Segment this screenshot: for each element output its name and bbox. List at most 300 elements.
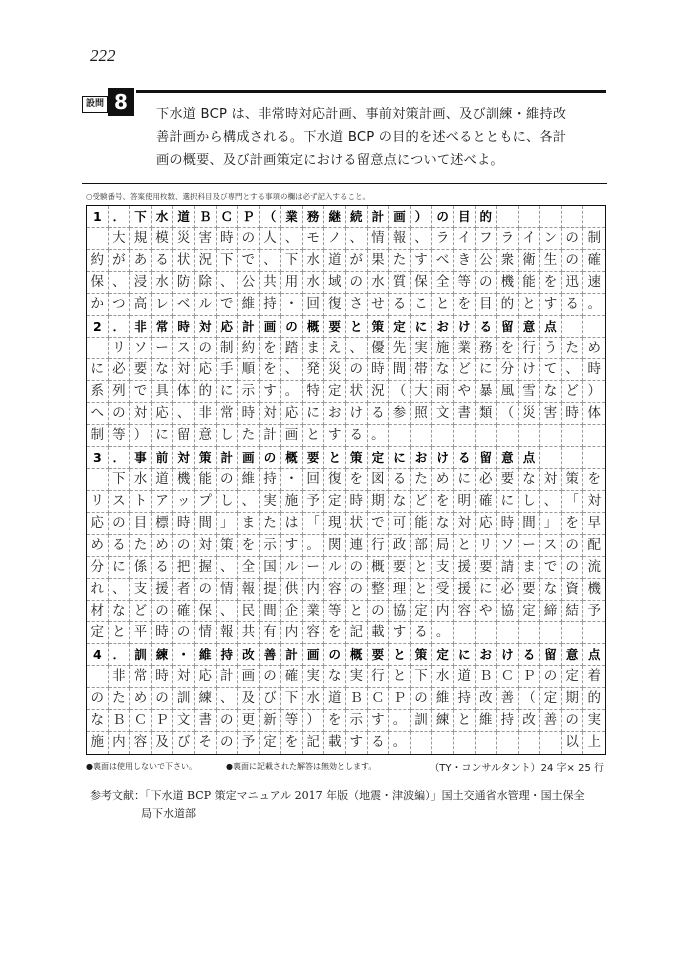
grid-cell: 約 (87, 250, 109, 272)
grid-cell: 、 (109, 272, 131, 294)
grid-cell (432, 732, 454, 754)
grid-cell: 報 (238, 579, 260, 601)
grid-cell: 要 (476, 557, 498, 579)
grid-cell: の (217, 469, 239, 491)
grid-cell: け (497, 644, 519, 666)
grid-cell: 保 (411, 272, 433, 294)
grid-cell: 時 (368, 359, 390, 381)
grid-cell: 訓 (411, 710, 433, 732)
grid-cell: の (562, 710, 584, 732)
grid-cell: 応 (152, 403, 174, 425)
grid-cell: 練 (432, 710, 454, 732)
grid-cell: 等 (454, 272, 476, 294)
grid-cell: 期 (562, 688, 584, 710)
grid-cell (454, 732, 476, 754)
grid-cell: 。 (368, 425, 390, 447)
grid-cell: 手 (217, 359, 239, 381)
grid-cell: 策 (411, 644, 433, 666)
grid-cell: 要 (497, 469, 519, 491)
grid-cell: 支 (432, 557, 454, 579)
grid-cell: を (260, 338, 282, 360)
grid-cell: す (281, 535, 303, 557)
grid-cell: 握 (195, 557, 217, 579)
grid-cell: の (238, 228, 260, 250)
grid-cell: 現 (324, 513, 346, 535)
grid-cell: 道 (152, 469, 174, 491)
grid-cell: と (454, 535, 476, 557)
grid-cell: Ｃ (130, 710, 152, 732)
grid-cell: 水 (303, 272, 325, 294)
grid-cell: 下 (281, 688, 303, 710)
grid-cell: 係 (130, 557, 152, 579)
grid-cell: 優 (368, 338, 390, 360)
grid-cell: 理 (389, 579, 411, 601)
grid-cell: 「 (562, 491, 584, 513)
grid-cell: 援 (152, 579, 174, 601)
grid-cell: 資 (562, 579, 584, 601)
grid-cell: 具 (152, 381, 174, 403)
grid-cell: 下 (217, 250, 239, 272)
grid-cell: 迅 (562, 272, 584, 294)
grid-cell: 非 (195, 403, 217, 425)
question-line: 画の概要、及び計画策定における留意点について述べよ。 (156, 153, 504, 168)
grid-cell: る (389, 469, 411, 491)
grid-cell: 対 (583, 491, 605, 513)
grid-cell: 計 (368, 206, 390, 228)
grid-cell: 大 (411, 381, 433, 403)
grid-cell: 局 (432, 535, 454, 557)
grid-cell: 」 (217, 513, 239, 535)
grid-cell: 全 (432, 272, 454, 294)
grid-cell: の (346, 359, 368, 381)
grid-cell: 対 (195, 316, 217, 338)
grid-cell: 援 (454, 579, 476, 601)
grid-cell: （ (519, 688, 541, 710)
grid-cell: 締 (540, 601, 562, 623)
grid-cell: 施 (281, 491, 303, 513)
grid-cell: な (432, 513, 454, 535)
grid-cell: な (519, 469, 541, 491)
grid-cell: び (260, 688, 282, 710)
grid-cell: 政 (389, 535, 411, 557)
grid-cell: る (454, 447, 476, 469)
grid-cell: す (389, 622, 411, 644)
grid-cell: 計 (238, 316, 260, 338)
grid-cell: Ｐ (152, 710, 174, 732)
grid-cell: ス (173, 338, 195, 360)
grid-cell: と (432, 294, 454, 316)
grid-cell: の (173, 622, 195, 644)
grid-cell: 概 (368, 557, 390, 579)
grid-cell: の (368, 601, 390, 623)
grid-cell: 明 (454, 491, 476, 513)
grid-cell: ベ (173, 294, 195, 316)
grid-cell: 示 (346, 710, 368, 732)
grid-cell: 請 (497, 557, 519, 579)
grid-cell: 施 (87, 732, 109, 754)
grid-cell (454, 622, 476, 644)
grid-cell: た (109, 688, 131, 710)
grid-cell: ま (238, 513, 260, 535)
grid-cell: 施 (432, 338, 454, 360)
grid-cell: 練 (152, 644, 174, 666)
grid-cell: 概 (303, 316, 325, 338)
grid-cell: 書 (454, 403, 476, 425)
grid-cell: 報 (389, 228, 411, 250)
grid-cell: 水 (303, 688, 325, 710)
grid-cell: 概 (346, 644, 368, 666)
grid-cell: に (87, 359, 109, 381)
grid-cell (454, 425, 476, 447)
grid-cell: な (540, 381, 562, 403)
grid-cell: 文 (173, 710, 195, 732)
grid-cell: ル (195, 294, 217, 316)
grid-cell: 生 (540, 250, 562, 272)
reference-line: 局下水道部 (141, 807, 196, 820)
grid-cell: 時 (173, 316, 195, 338)
grid-cell: 維 (238, 469, 260, 491)
grid-cell: 予 (583, 601, 605, 623)
grid-cell: 高 (130, 294, 152, 316)
grid-cell: た (130, 535, 152, 557)
grid-cell: 常 (130, 666, 152, 688)
grid-cell: 、 (217, 557, 239, 579)
footer-note-middle: ●裏面に記載された解答は無効とします。 (226, 762, 377, 771)
grid-cell: ソ (497, 535, 519, 557)
grid-cell: 機 (583, 579, 605, 601)
grid-cell: か (87, 294, 109, 316)
grid-cell (87, 228, 109, 250)
grid-cell: 3 (87, 447, 109, 469)
grid-cell: を (454, 294, 476, 316)
grid-cell: リ (476, 535, 498, 557)
grid-cell: 示 (238, 381, 260, 403)
grid-cell: Ｃ (368, 688, 390, 710)
grid-cell: 質 (389, 272, 411, 294)
grid-cell: が (346, 250, 368, 272)
grid-cell: ど (411, 491, 433, 513)
grid-cell: 記 (303, 732, 325, 754)
grid-cell: 務 (303, 206, 325, 228)
grid-cell: 実 (411, 338, 433, 360)
grid-cell: 人 (260, 228, 282, 250)
grid-cell: Ｃ (217, 206, 239, 228)
grid-cell: を (497, 338, 519, 360)
grid-cell: あ (130, 250, 152, 272)
grid-cell: ー (519, 535, 541, 557)
grid-cell: 時 (152, 666, 174, 688)
grid-cell: 常 (217, 403, 239, 425)
grid-cell: 等 (324, 601, 346, 623)
grid-cell: お (476, 644, 498, 666)
grid-cell: 対 (173, 666, 195, 688)
grid-cell: 時 (217, 228, 239, 250)
grid-cell: 続 (346, 206, 368, 228)
grid-cell: 間 (260, 601, 282, 623)
grid-cell: 的 (195, 381, 217, 403)
grid-cell: そ (195, 732, 217, 754)
grid-cell: 更 (238, 710, 260, 732)
grid-cell: ス (540, 535, 562, 557)
grid-cell (87, 338, 109, 360)
grid-cell: 概 (281, 447, 303, 469)
grid-cell: 務 (476, 338, 498, 360)
grid-cell: 能 (195, 469, 217, 491)
grid-cell: 留 (476, 447, 498, 469)
grid-cell: リ (87, 491, 109, 513)
grid-cell: 維 (238, 294, 260, 316)
grid-cell: と (346, 601, 368, 623)
grid-cell: 必 (476, 469, 498, 491)
grid-cell: （ (260, 206, 282, 228)
grid-cell: 容 (454, 601, 476, 623)
grid-cell: 定 (389, 316, 411, 338)
grid-cell: 時 (497, 513, 519, 535)
grid-cell: 暴 (476, 381, 498, 403)
grid-cell: ・ (173, 644, 195, 666)
grid-cell: 、 (562, 359, 584, 381)
grid-cell: 。 (389, 732, 411, 754)
grid-cell (540, 425, 562, 447)
grid-cell: 善 (497, 688, 519, 710)
grid-cell: の (562, 228, 584, 250)
form-instruction-note: ○受験番号、答案使用枚数、選択科目及び専門とする事項の欄は必ず記入すること。 (86, 192, 371, 201)
grid-cell: 状 (346, 381, 368, 403)
grid-cell: 点 (583, 644, 605, 666)
grid-cell: ． (109, 447, 131, 469)
grid-cell: 、 (346, 338, 368, 360)
grid-cell: 制 (583, 228, 605, 250)
grid-cell: 対 (260, 403, 282, 425)
grid-cell: 実 (260, 491, 282, 513)
grid-cell (540, 732, 562, 754)
grid-cell: 等 (109, 425, 131, 447)
grid-cell: 風 (497, 381, 519, 403)
grid-cell: 前 (152, 447, 174, 469)
grid-cell: 画 (281, 425, 303, 447)
grid-cell: 回 (303, 469, 325, 491)
grid-cell: め (152, 535, 174, 557)
grid-cell: と (454, 710, 476, 732)
grid-cell: め (432, 469, 454, 491)
grid-cell: び (173, 732, 195, 754)
grid-cell: に (109, 557, 131, 579)
grid-cell: 分 (87, 557, 109, 579)
grid-cell: 水 (432, 666, 454, 688)
reference-line: 参考文献：「下水道 BCP 策定マニュアル 2017 年版（地震・津波編）」国土交通省水管理・国土保全 (90, 789, 585, 802)
grid-cell: 載 (368, 622, 390, 644)
grid-cell: ． (109, 206, 131, 228)
grid-cell: を (281, 732, 303, 754)
grid-cell: 国 (260, 557, 282, 579)
grid-cell: 水 (368, 272, 390, 294)
grid-cell: 要 (368, 644, 390, 666)
grid-cell (411, 732, 433, 754)
grid-cell: の (152, 601, 174, 623)
grid-cell: 踏 (281, 338, 303, 360)
grid-cell: こ (411, 294, 433, 316)
grid-cell: に (476, 579, 498, 601)
grid-cell: 応 (476, 513, 498, 535)
grid-cell: 順 (238, 359, 260, 381)
grid-cell: 定 (432, 644, 454, 666)
grid-cell (389, 425, 411, 447)
grid-cell: す (540, 294, 562, 316)
grid-cell (540, 447, 562, 469)
question-text (156, 103, 596, 172)
grid-cell: 標 (152, 513, 174, 535)
grid-cell: 実 (583, 710, 605, 732)
grid-cell: 、 (411, 228, 433, 250)
grid-cell (476, 425, 498, 447)
grid-cell: 水 (303, 250, 325, 272)
grid-cell: を (432, 491, 454, 513)
grid-cell: 的 (583, 688, 605, 710)
grid-cell: 。 (389, 710, 411, 732)
grid-cell: 能 (411, 513, 433, 535)
grid-cell: 体 (173, 381, 195, 403)
grid-cell: 時 (562, 403, 584, 425)
grid-cell: ラ (497, 228, 519, 250)
grid-cell: 計 (217, 447, 239, 469)
grid-cell: 支 (130, 579, 152, 601)
grid-cell: 、 (281, 359, 303, 381)
grid-cell: 特 (303, 381, 325, 403)
grid-cell: 計 (260, 425, 282, 447)
grid-cell: ・ (281, 469, 303, 491)
grid-cell: 下 (411, 666, 433, 688)
grid-cell: 公 (238, 272, 260, 294)
grid-cell: 時 (346, 491, 368, 513)
grid-cell: 策 (368, 316, 390, 338)
grid-cell: た (238, 425, 260, 447)
grid-cell: 確 (281, 666, 303, 688)
grid-cell: 衛 (519, 250, 541, 272)
grid-cell: を (583, 469, 605, 491)
grid-cell: 能 (519, 272, 541, 294)
grid-cell: 制 (217, 338, 239, 360)
question-line: 善計画から構成される。下水道 BCP の目的を述べるとともに、各計 (156, 130, 567, 145)
grid-cell: 系 (87, 381, 109, 403)
grid-cell: に (217, 381, 239, 403)
grid-cell: 行 (519, 338, 541, 360)
grid-cell (411, 425, 433, 447)
grid-cell (87, 469, 109, 491)
grid-cell: め (130, 688, 152, 710)
grid-cell: 、 (540, 491, 562, 513)
grid-cell (519, 425, 541, 447)
grid-cell (519, 732, 541, 754)
grid-cell: 災 (324, 359, 346, 381)
grid-cell: の (260, 447, 282, 469)
grid-cell: 画 (389, 206, 411, 228)
grid-cell: 実 (303, 666, 325, 688)
grid-cell: ス (109, 491, 131, 513)
grid-cell: 定 (260, 732, 282, 754)
grid-cell: の (562, 535, 584, 557)
grid-cell: 早 (583, 513, 605, 535)
grid-cell: で (368, 513, 390, 535)
grid-cell: ． (109, 644, 131, 666)
grid-cell: 水 (152, 272, 174, 294)
grid-cell: る (411, 622, 433, 644)
grid-cell (583, 206, 605, 228)
grid-cell: 有 (260, 622, 282, 644)
grid-cell: Ｐ (389, 688, 411, 710)
grid-cell: 容 (324, 579, 346, 601)
grid-cell: え (324, 338, 346, 360)
grid-cell: 非 (109, 666, 131, 688)
grid-cell: 策 (562, 469, 584, 491)
grid-cell: 回 (303, 294, 325, 316)
grid-cell: る (109, 535, 131, 557)
grid-cell: し (519, 491, 541, 513)
grid-cell: ） (411, 206, 433, 228)
grid-cell: 定 (87, 622, 109, 644)
grid-cell: 維 (195, 644, 217, 666)
grid-cell: 速 (583, 272, 605, 294)
grid-cell: お (432, 316, 454, 338)
grid-cell: け (346, 403, 368, 425)
grid-cell: を (260, 359, 282, 381)
grid-cell: 計 (217, 666, 239, 688)
grid-cell: レ (152, 294, 174, 316)
grid-cell: と (303, 425, 325, 447)
grid-cell: ト (130, 491, 152, 513)
grid-cell: 衆 (497, 250, 519, 272)
grid-cell: 、 (217, 601, 239, 623)
grid-cell: 書 (195, 710, 217, 732)
grid-cell: 情 (368, 228, 390, 250)
grid-cell: お (411, 447, 433, 469)
grid-cell: 援 (454, 557, 476, 579)
footer-note-left: ●裏面は使用しないで下さい。 (86, 762, 197, 771)
grid-cell: 用 (281, 272, 303, 294)
grid-cell: 」 (540, 513, 562, 535)
grid-cell: 協 (497, 601, 519, 623)
grid-cell: 材 (87, 601, 109, 623)
grid-cell: と (346, 316, 368, 338)
grid-cell: ど (562, 381, 584, 403)
grid-cell: 定 (411, 601, 433, 623)
grid-cell: 、 (217, 272, 239, 294)
grid-cell: に (411, 316, 433, 338)
grid-cell (497, 425, 519, 447)
grid-cell: Ｂ (346, 688, 368, 710)
grid-cell: の (411, 688, 433, 710)
grid-cell: ） (583, 381, 605, 403)
grid-cell: 供 (281, 579, 303, 601)
grid-cell: 持 (260, 294, 282, 316)
grid-cell: ） (303, 710, 325, 732)
grid-cell: 事 (130, 447, 152, 469)
grid-cell: す (346, 732, 368, 754)
grid-cell: 定 (368, 447, 390, 469)
grid-cell: 協 (389, 601, 411, 623)
grid-cell (497, 622, 519, 644)
grid-cell: 目 (476, 294, 498, 316)
grid-cell: 提 (260, 579, 282, 601)
grid-cell: 応 (195, 359, 217, 381)
grid-cell: 要 (519, 579, 541, 601)
grid-cell: 改 (238, 644, 260, 666)
footer-note-right: （TY・コンサルタント）24 字× 25 行 (429, 763, 604, 774)
grid-cell: 復 (324, 294, 346, 316)
grid-cell: 意 (562, 644, 584, 666)
grid-cell: 対 (195, 535, 217, 557)
grid-cell: や (476, 601, 498, 623)
grid-cell: の (346, 272, 368, 294)
